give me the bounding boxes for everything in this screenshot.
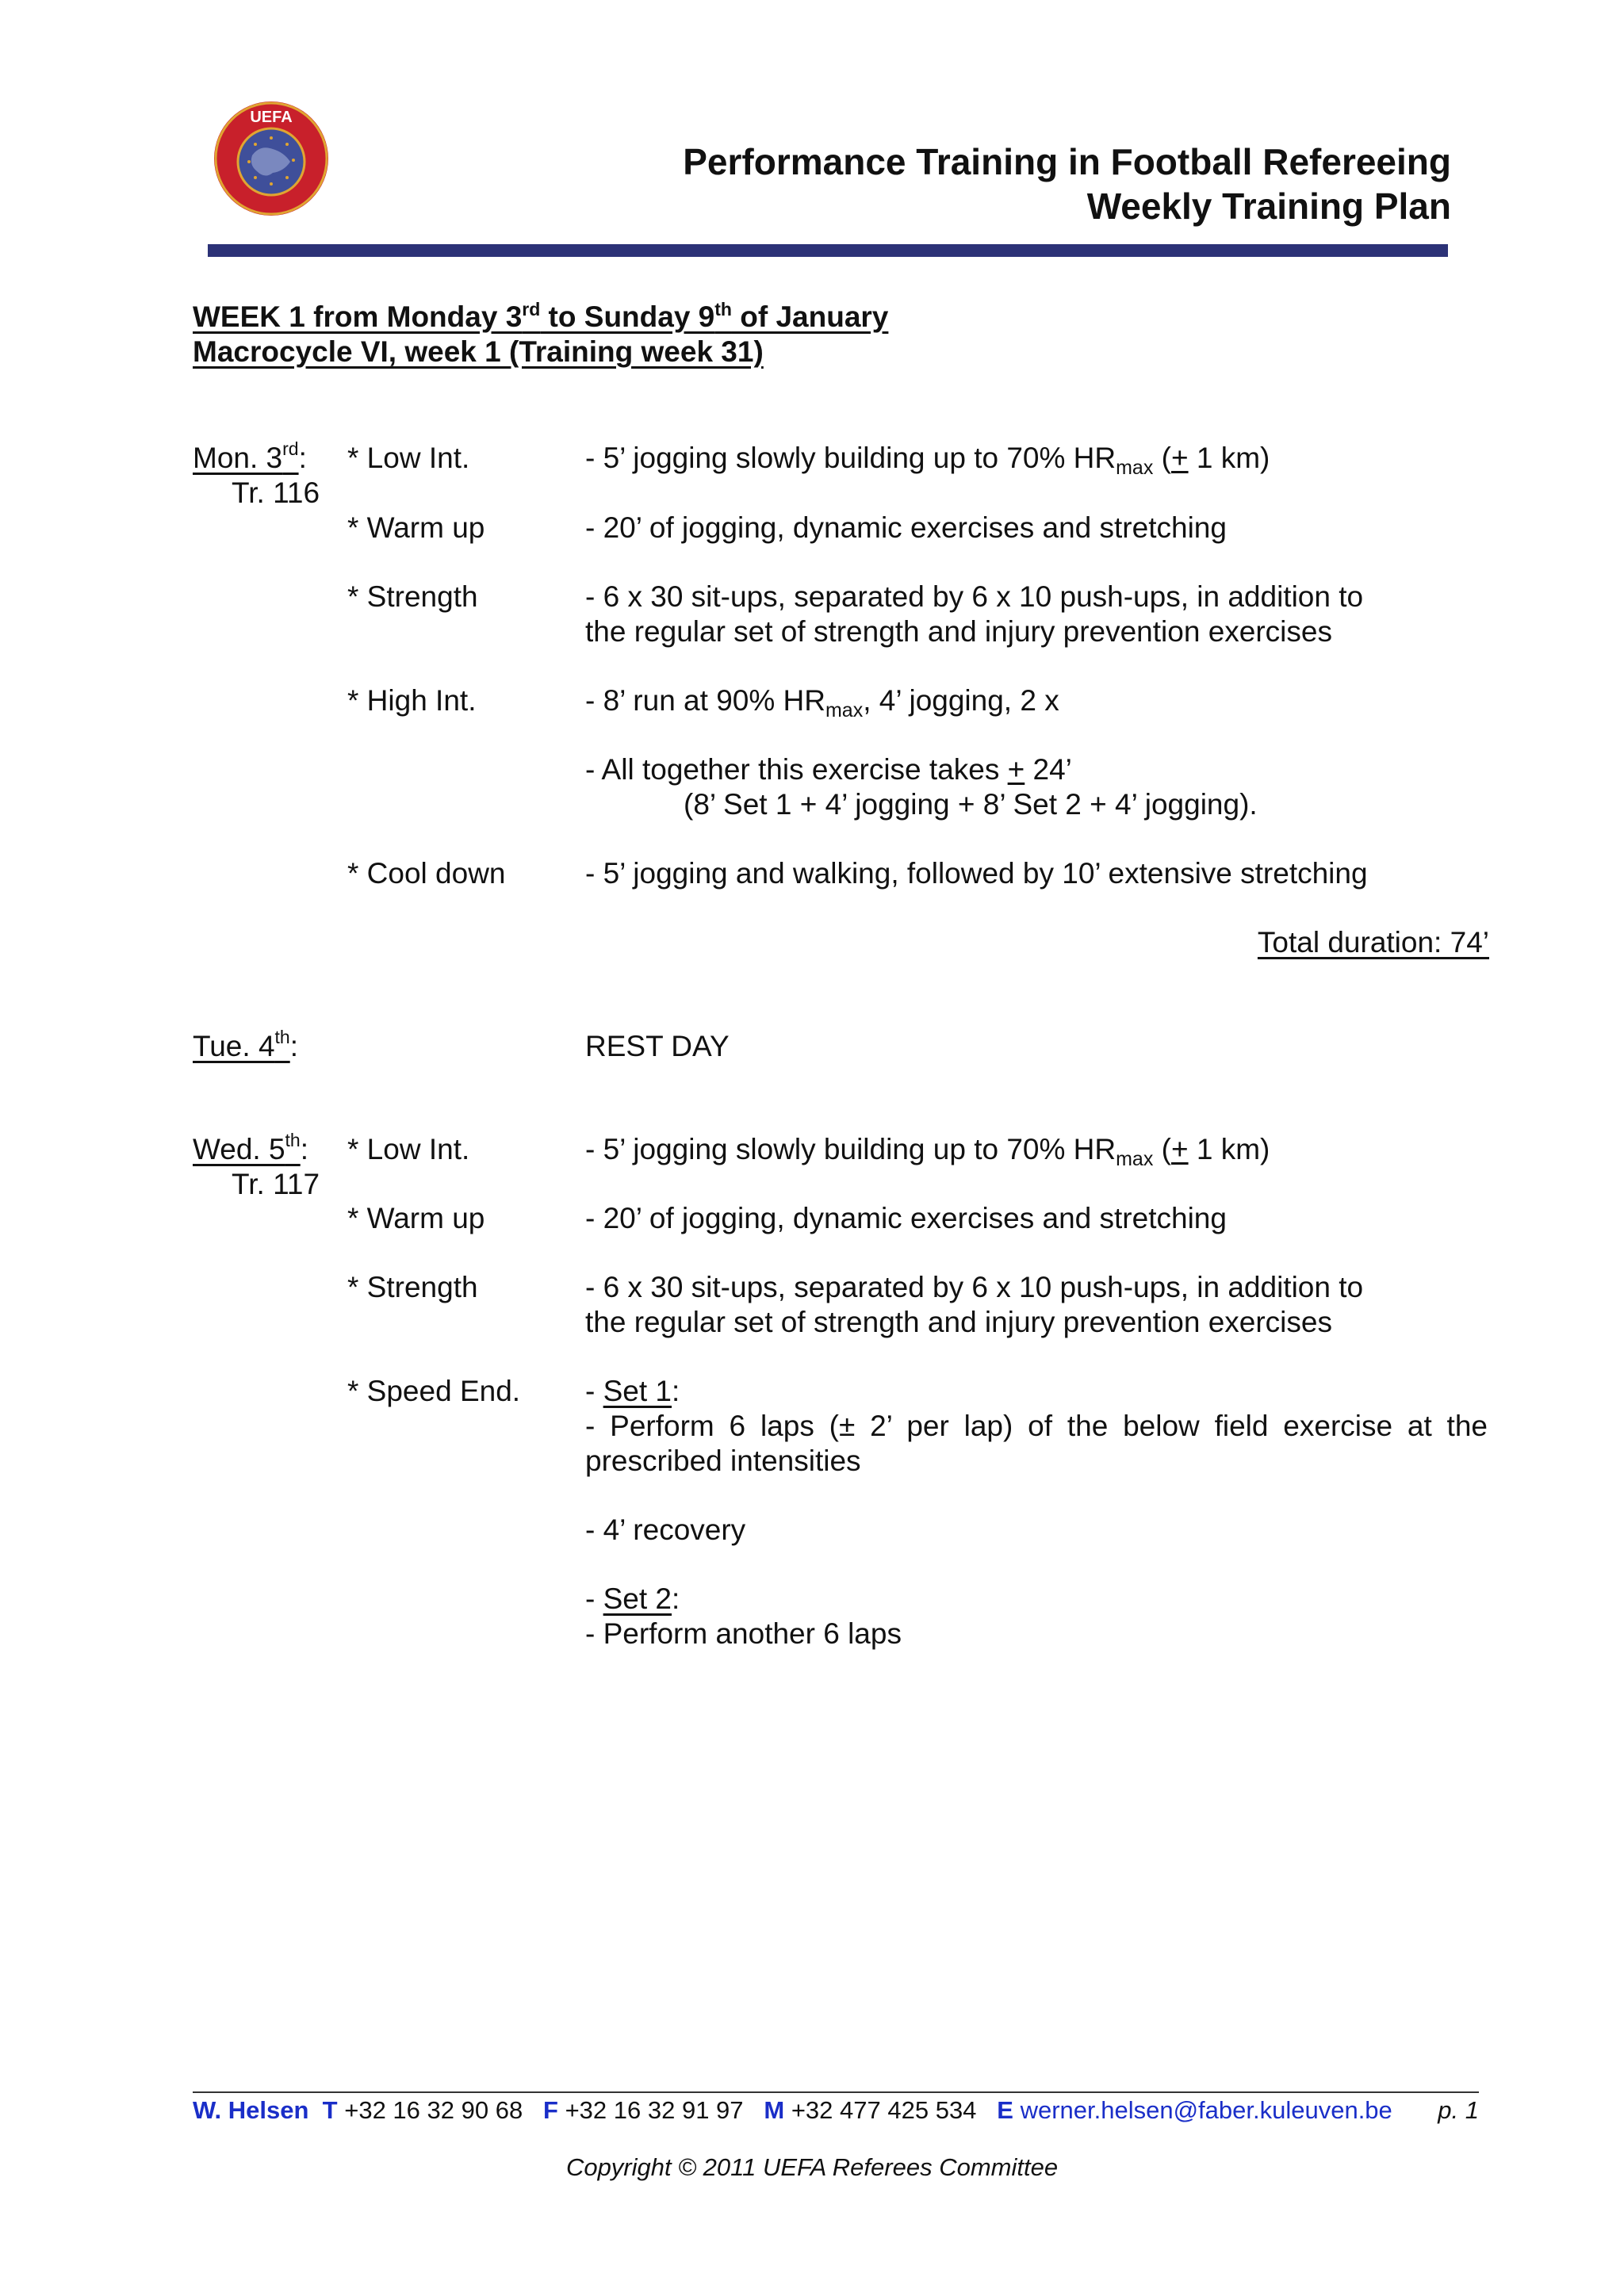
copyright: Copyright © 2011 UEFA Referees Committee <box>565 2153 1059 2181</box>
activity-text: - 5’ jogging slowly building up to 70% $HR_{max}$ (+ 1 km) <box>585 1133 1270 1170</box>
activity-text: - 8’ run at 90% $HR_{max}$, 4’ jogging, 2 x <box>585 684 1059 721</box>
title-line-2: Weekly Training Plan <box>1086 186 1451 227</box>
page-number: p. 1 <box>1438 2096 1479 2124</box>
rest-day-text: REST DAY <box>585 1030 730 1062</box>
activity-label: * Warm up <box>347 511 485 544</box>
document-title <box>683 140 1451 228</box>
activity-text: (8’ Set 1 + 4’ jogging + 8’ Set 2 + 4’ jogging). <box>684 788 1258 821</box>
activity-text: - 20’ of jogging, dynamic exercises and stretching <box>585 511 1227 544</box>
footer-contact: W. Helsen T +32 16 32 90 68 F +32 16 32 91 97 M +32 477 425 534 E werner.helsen@faber.kuleuven.be p. 1 <box>193 2093 1479 2128</box>
training-number-wednesday: Tr. 117 <box>232 1168 320 1200</box>
phone-number: +32 16 32 90 68 <box>337 2096 523 2124</box>
activity-text: the regular set of strength and injury prevention exercises <box>585 1306 1332 1338</box>
activity-label: * Cool down <box>347 857 506 890</box>
activity-text: - 6 x 30 sit-ups, separated by 6 x 10 push-ups, in addition to <box>585 580 1364 613</box>
activity-text: - 6 x 30 sit-ups, separated by 6 x 10 push-ups, in addition to <box>585 1271 1364 1303</box>
day-label-tuesday: Tue. 4th: <box>193 1027 298 1062</box>
activity-label: * Strength <box>347 580 478 613</box>
total-duration: Total duration: 74’ <box>1257 926 1489 959</box>
activity-label: * Warm up <box>347 1202 485 1234</box>
activity-text: - Perform 6 laps (± 2’ per lap) of the below field exercise at the <box>585 1410 1488 1442</box>
activity-label: * Speed End. <box>347 1375 521 1407</box>
activity-text: the regular set of strength and injury prevention exercises <box>585 615 1332 648</box>
activity-label: * Strength <box>347 1271 478 1303</box>
activity-label: * High Int. <box>347 684 477 717</box>
week-heading <box>193 300 888 369</box>
uefa-logo <box>213 100 330 217</box>
logo-text: UEFA <box>250 109 293 126</box>
training-number-monday: Tr. 116 <box>232 476 320 509</box>
activity-text: - Perform another 6 laps <box>585 1617 902 1650</box>
activity-text: - 5’ jogging slowly building up to 70% $HR_{max}$ (+ 1 km) <box>585 442 1270 479</box>
week-line-2: Macrocycle VI, week 1 (Training week 31) <box>193 335 764 368</box>
day-label-monday: Mon. 3rd: <box>193 438 307 474</box>
email-link[interactable]: werner.helsen@faber.kuleuven.be <box>1013 2096 1392 2124</box>
fax-number: +32 16 32 91 97 <box>557 2096 744 2124</box>
set-2-heading: - Set 2: <box>585 1582 680 1615</box>
activity-text: - All together this exercise takes + 24’ <box>585 753 1072 786</box>
activity-label: * Low Int. <box>347 1133 470 1165</box>
set-1-heading: - Set 1: <box>585 1375 680 1407</box>
title-line-1: Performance Training in Football Refereeing <box>683 141 1451 182</box>
activity-text: prescribed intensities <box>585 1445 861 1477</box>
activity-text: - 20’ of jogging, dynamic exercises and stretching <box>585 1202 1227 1234</box>
day-label-wednesday: Wed. 5th: <box>193 1130 309 1165</box>
mobile-number: +32 477 425 534 <box>784 2096 977 2124</box>
author-name: W. Helsen <box>193 2096 309 2124</box>
activity-text: - 4’ recovery <box>585 1513 746 1546</box>
activity-text: - 5’ jogging and walking, followed by 10’ extensive stretching <box>585 857 1368 890</box>
week-line-1: WEEK 1 from Monday 3rd to Sunday 9th of January <box>193 299 889 333</box>
header-rule <box>208 244 1448 257</box>
activity-label: * Low Int. <box>347 442 470 474</box>
